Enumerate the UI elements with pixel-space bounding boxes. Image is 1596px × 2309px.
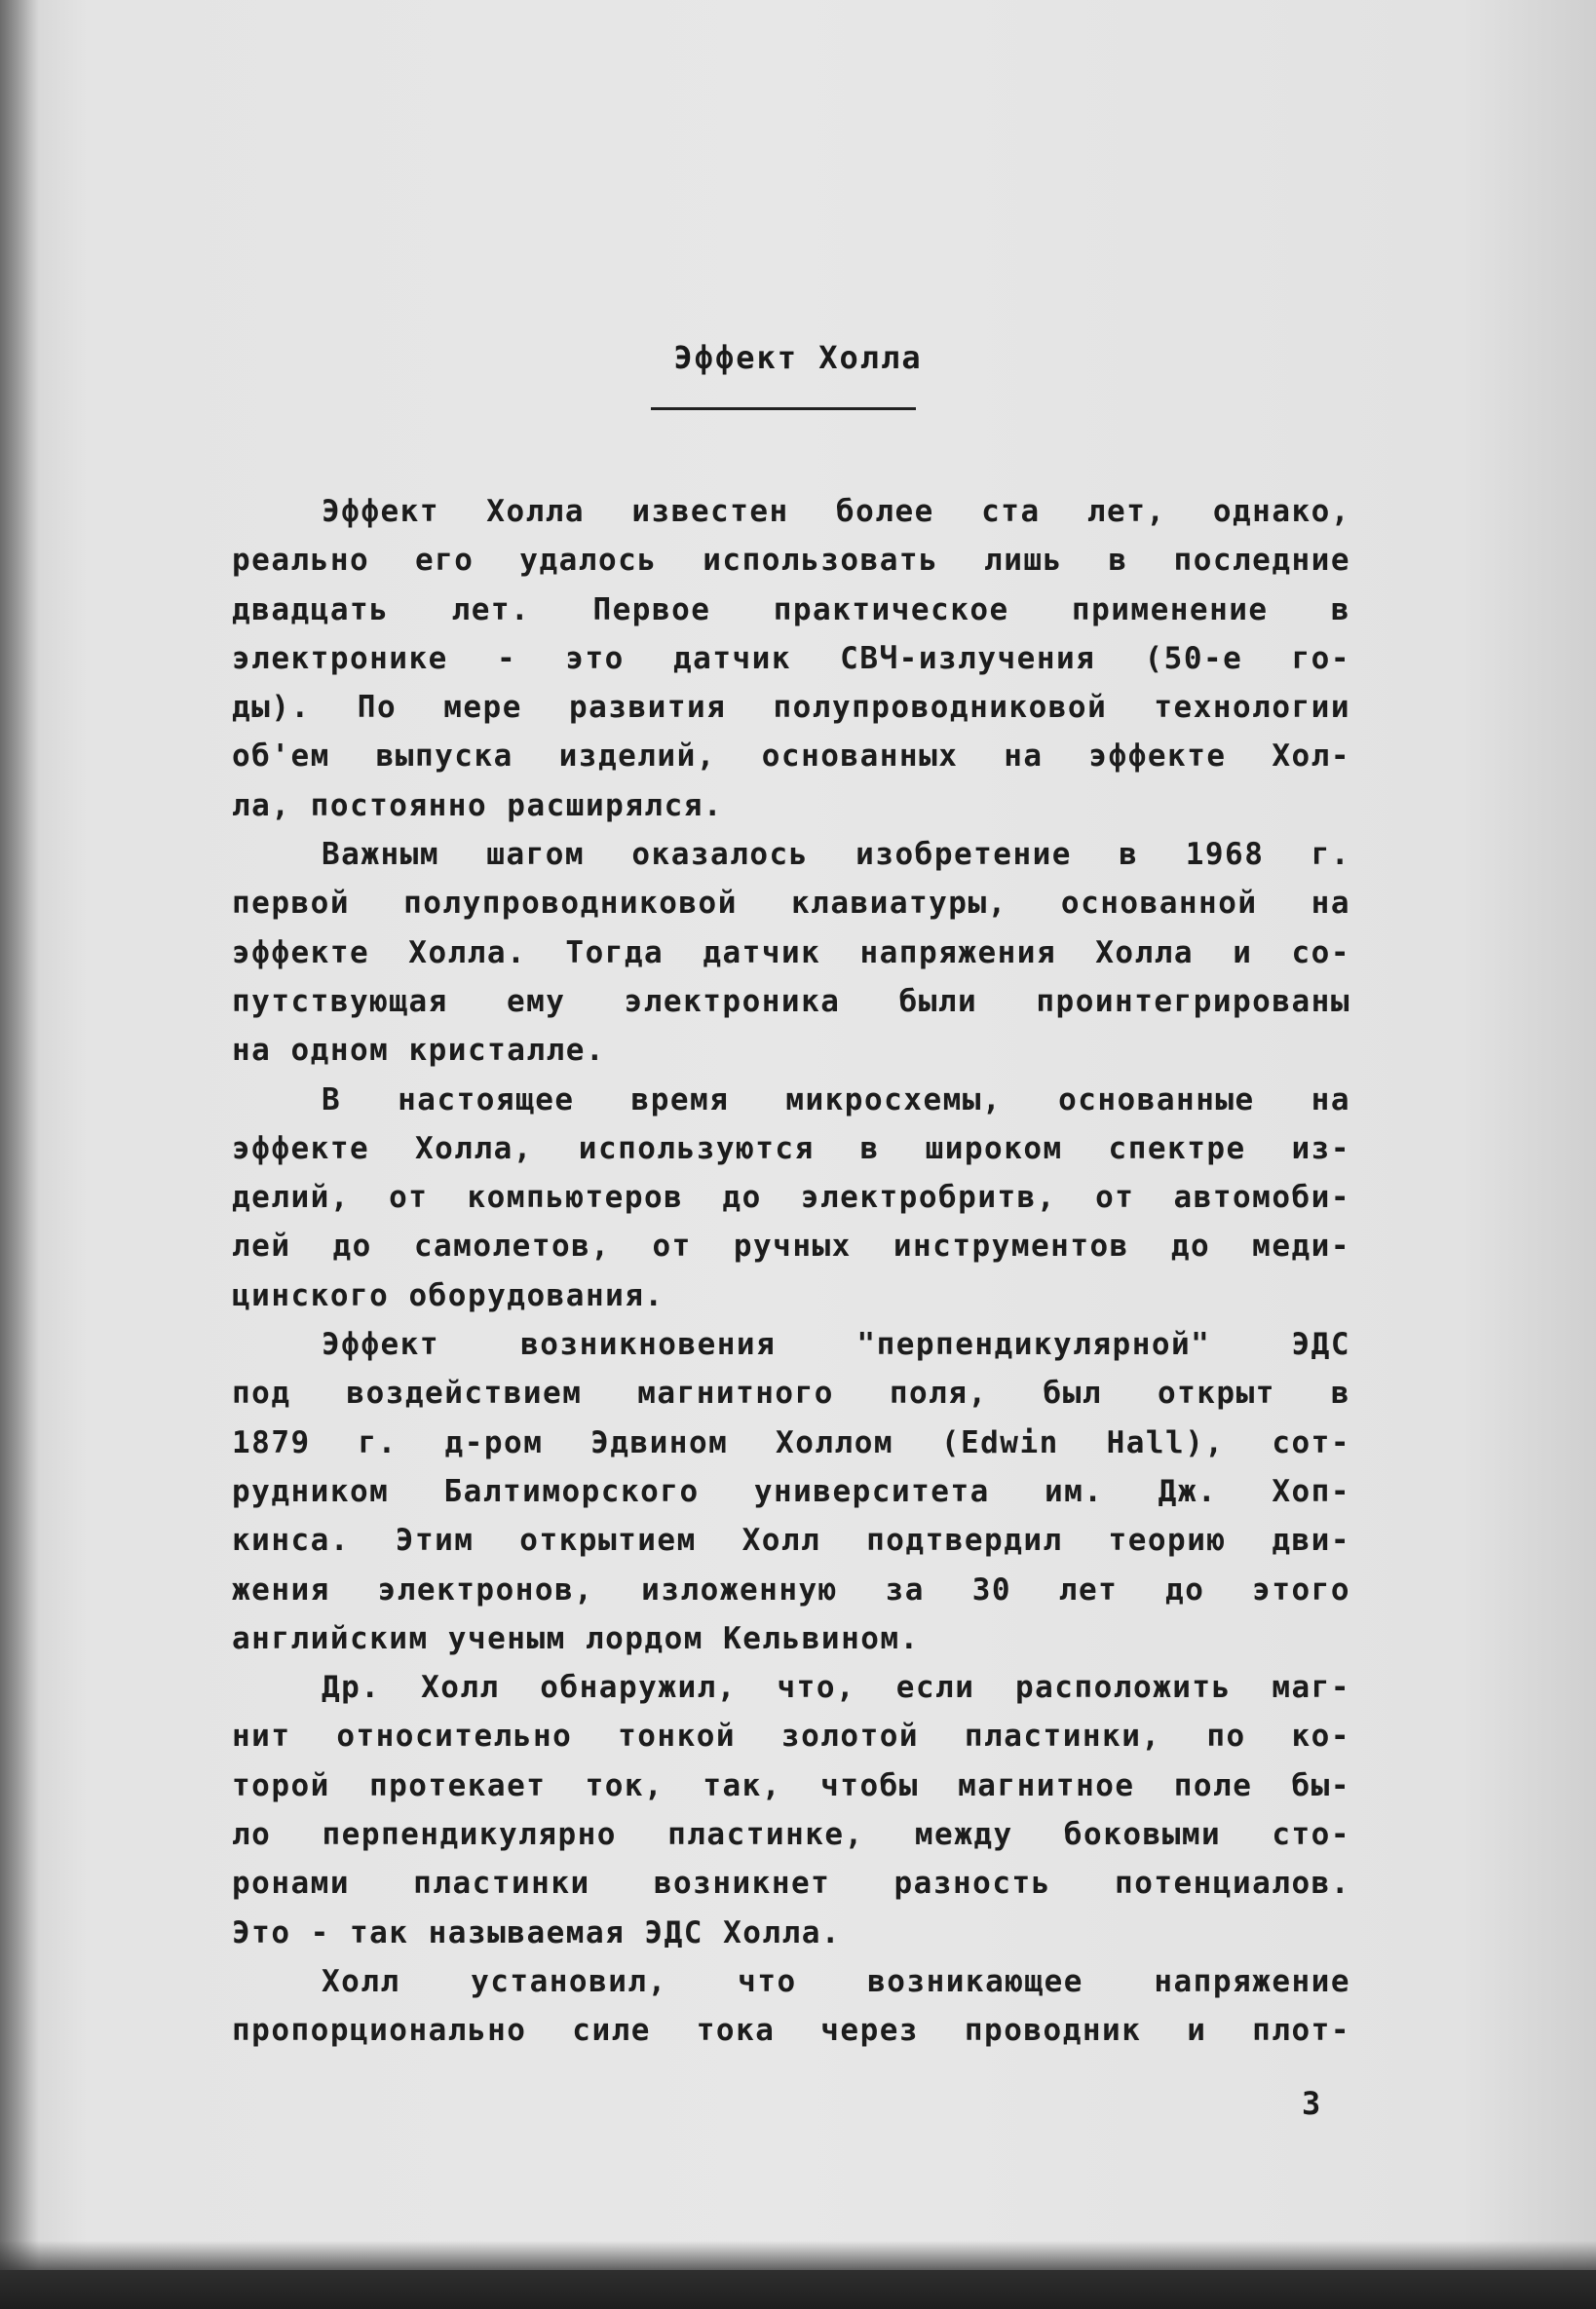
text-line: ронами пластинки возникнет разность потенциалов. <box>232 1866 1350 1902</box>
text-line: Др. Холл обнаружил, что, если расположить маг- <box>322 1670 1350 1706</box>
text-line: рудником Балтиморского университета им. Дж. Хоп- <box>232 1473 1350 1509</box>
text-line: под воздействием магнитного поля, был открыт в <box>232 1376 1350 1412</box>
text-line: двадцать лет. Первое практическое применение в <box>232 591 1350 627</box>
text-line: английским ученым лордом Кельвином. <box>232 1620 920 1656</box>
text-line: первой полупроводниковой клавиатуры, основанной на <box>232 886 1350 922</box>
text-line: Это - так называемая ЭДС Холла. <box>232 1914 842 1950</box>
title-underline <box>651 407 916 410</box>
text-line: Холл установил, что возникающее напряжение <box>322 1963 1350 1999</box>
text-line: электронике - это датчик СВЧ-излучения (50-е го- <box>232 640 1350 676</box>
text-line: Эффект Холла известен более ста лет, однако, <box>322 494 1350 529</box>
text-line: на одном кристалле. <box>232 1033 606 1069</box>
scan-edge-shadow <box>0 2241 1596 2309</box>
text-line: эффекте Холла. Тогда датчик напряжения Холла и со- <box>232 934 1350 970</box>
text-line: лей до самолетов, от ручных инструментов до меди- <box>232 1229 1350 1265</box>
text-line: Важным шагом оказалось изобретение в 1968 г. <box>322 837 1350 873</box>
text-line: путствующая ему электроника были проинтегрированы <box>232 983 1350 1019</box>
text-line: цинского оборудования. <box>232 1277 665 1313</box>
text-line: реально его удалось использовать лишь в последние <box>232 543 1350 579</box>
text-line: нит относительно тонкой золотой пластинки, по ко- <box>232 1719 1350 1755</box>
page-number: 3 <box>1302 2085 1321 2122</box>
text-line: кинса. Этим открытием Холл подтвердил теорию дви- <box>232 1523 1350 1559</box>
text-line: В настоящее время микросхемы, основанные на <box>322 1081 1350 1117</box>
text-line: ло перпендикулярно пластинке, между боковыми сто- <box>232 1817 1350 1853</box>
body-text <box>232 487 1350 2056</box>
text-line: делий, от компьютеров до электробритв, от автомоби- <box>232 1180 1350 1216</box>
text-line: пропорционально силе тока через проводник и плот- <box>232 2013 1350 2049</box>
text-line: жения электронов, изложенную за 30 лет до этого <box>232 1571 1350 1608</box>
text-line: торой протекает ток, так, чтобы магнитное поле бы- <box>232 1767 1350 1803</box>
text-line: Эффект возникновения "перпендикулярной" ЭДС <box>322 1327 1350 1363</box>
text-line: эффекте Холла, используются в широком спектре из- <box>232 1130 1350 1166</box>
text-line: ла, постоянно расширялся. <box>232 787 724 823</box>
text-line: 1879 г. д-ром Эдвином Холлом (Edwin Hall), сот- <box>232 1424 1350 1460</box>
page-title: Эффект Холла <box>673 339 923 376</box>
text-line: об'ем выпуска изделий, основанных на эффекте Хол- <box>232 738 1350 775</box>
text-line: ды). По мере развития полупроводниковой технологии <box>232 690 1350 726</box>
